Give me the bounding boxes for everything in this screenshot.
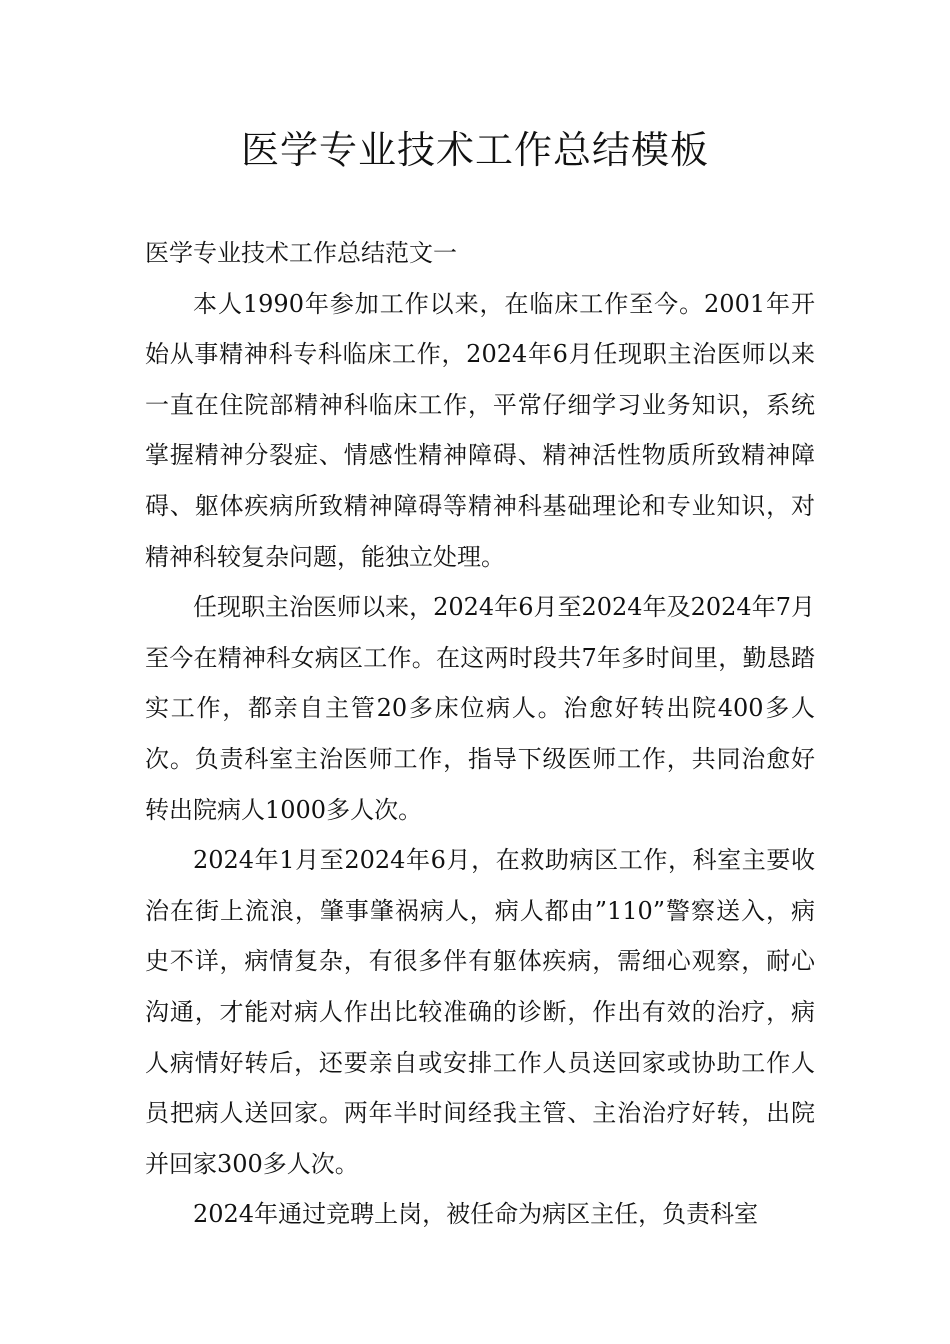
- document-title: 医学专业技术工作总结模板: [240, 128, 709, 172]
- document-body: [145, 228, 815, 1240]
- paragraph: 2024年1月至2024年6月，在救助病区工作，科室主要收治在街上流浪，肇事肇祸病人，病人都由”110”警察送入，病史不详，病情复杂，有很多伴有躯体疾病，需细心观察，耐心沟通，才能对病人作出比较准确的诊断，作出有效的治疗，病人病情好转后，还要亲自或安排工作人员送回家或协助工作人员把病人送回家。两年半时间经我主管、主治治疗好转，出院并回家300多人次。: [145, 846, 815, 1178]
- paragraph: 本人1990年参加工作以来，在临床工作至今。2001年开始从事精神科专科临床工作，2024年6月任现职主治医师以来一直在住院部精神科临床工作，平常仔细学习业务知识，系统掌握精神分裂症、情感性精神障碍、精神活性物质所致精神障碍、躯体疾病所致精神障碍等精神科基础理论和专业知识，对精神科较复杂问题，能独立处理。: [145, 289, 815, 571]
- paragraph: 任现职主治医师以来，2024年6月至2024年及2024年7月至今在精神科女病区工作。在这两时段共7年多时间里，勤恳踏实工作，都亲自主管20多床位病人。治愈好转出院400多人次。负责科室主治医师工作，指导下级医师工作，共同治愈好转出院病人1000多人次。: [145, 593, 815, 824]
- paragraph: 2024年通过竞聘上岗，被任命为病区主任，负责科室: [193, 1200, 759, 1229]
- document-subtitle: 医学专业技术工作总结范文一: [145, 239, 457, 267]
